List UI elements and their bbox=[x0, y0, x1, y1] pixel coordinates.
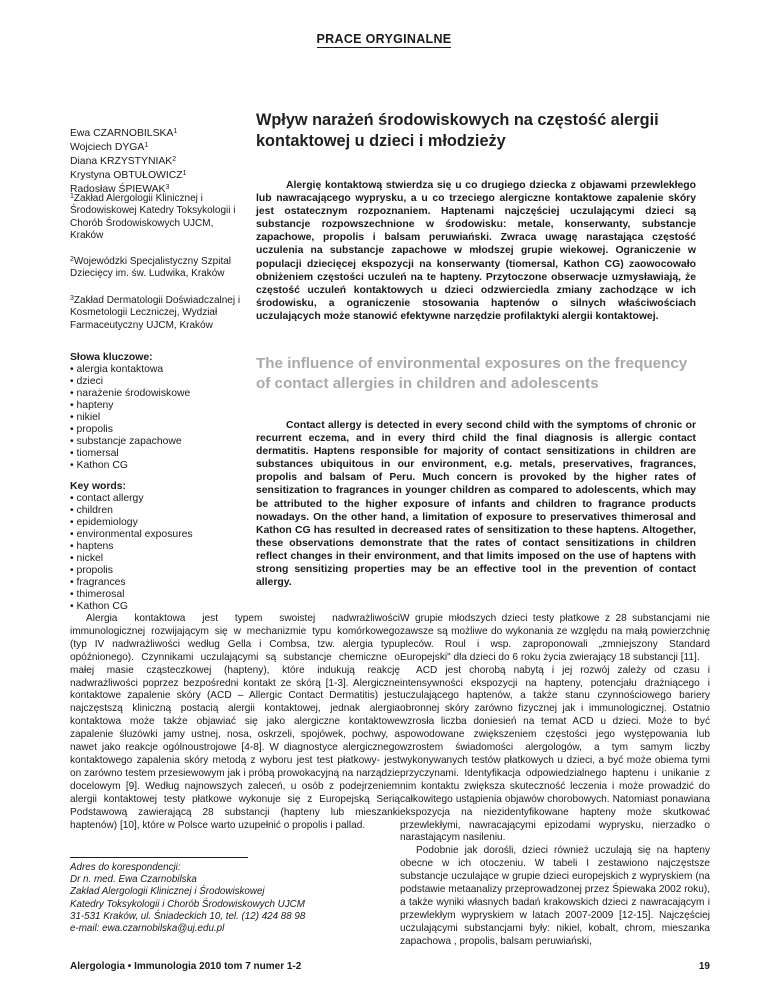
keyword: • nickel bbox=[70, 553, 104, 564]
keyword: • children bbox=[70, 505, 113, 516]
affiliation: $^1$Zakład Alergologii Klinicznej i Środowiskowej Katedry Toksykologii i Chorób Środowiskowych UJCM, Kraków bbox=[70, 193, 236, 241]
affiliation: $^3$Zakład Dermatologii Doświadczalnej i Kosmetologii Leczniczej, Wydział Farmaceutyczny UJCM, Kraków bbox=[70, 295, 241, 331]
keywords-pl-title: Słowa kluczowe: bbox=[70, 352, 153, 363]
body-paragraph: Podobnie jak dorośli, dzieci również uczulają się na hapteny obecne w ich otoczeniu. W tabeli I zestawiono najczęstsze substancje uczulające w grupie dzieci europejskich z wypryskiem (na podstawie metaanalizy przeprowadzonej przez Śpiewaka 2002 roku), a także wyniki własnych badań krakowskich dzieci z nawracającym i przewlekłym wypryskiem w latach 2007-2009 [12-15]. Najczęściej uczulającymi substancjami były: nikiel, kobalt, chrom, mieszanka zapachowa , propolis, balsam peruwiański, bbox=[400, 845, 710, 947]
body-paragraph: W grupie młodszych dzieci testy płatkowe z 28 substancjami nie zawsze są możliwe do wykonania ze względu na małą powierzchnię pleców. Roul i wsp. zaproponowali „zmniejszony Standard Europejski" dla dzieci do 6 roku życia zwierający 18 substancji [11]. bbox=[400, 613, 710, 663]
keyword: • hapteny bbox=[70, 400, 114, 411]
body-paragraph: Alergia kontaktowa jest typem swoistej nadwrażliwości immunologicznej rozwijającym się w mechanizmie typu komórkowego (typ IV nadwrażliwości według Gella i Combsa, tzw. alergia typu opóźnionego). Czynnikami uczulającymi są substancje chemiczne o małej masie cząsteczkowej (hapteny), które indukują reakcję nadwrażliwości poprzez bezpośredni kontakt ze skórą [1-3]. Alergiczne kontaktowe zapalenie skóry (ACD – Allergic Contact Dermatitis) jest najczęstszą kliniczną postacią alergii kontaktowej, jednak alergia kontaktowa może także objawiać się jako alergiczne kontaktowe zapalenie śluzówki jamy ustnej, nosa, oskrzeli, spojówek, pochwy, a nawet jako reakcje ogólnoustrojowe [4-8]. W diagnostyce alergicznego kontaktowego zapalenia skóry metodą z wyboru jest test płatkowy- jest on zarówno testem przesiewowym jak i próbą prowokacyjną na narządzie docelowym [9]. Według najnowszych zaleceń, u osób z podejrzeniem alergii kontaktowej testy płatkowe wykonuje się z Europejską Serią Podstawową zawierającą 28 substancji (hapteny lub mieszanki haptenów) [10], które w Polsce warto uzupełnić o propolis i pallad. bbox=[70, 613, 400, 831]
keyword: • fragrances bbox=[70, 577, 126, 588]
author: Diana KRZYSTYNIAK$^2$ bbox=[70, 156, 177, 167]
keyword: • alergia kontaktowa bbox=[70, 364, 164, 375]
abstract-pl: Alergię kontaktową stwierdza się u co drugiego dziecka z objawami przewlekłego lub nawracającego wyprysku, a u co trzeciego alergiczne kontaktowe zapalenie skóry jest ostatecznym rozpoznaniem. Haptenami najczęściej uczulającymi dzieci są substancje rozpowszechnione w środowisku: metale, konserwanty, substancje zapachowe, propolis i balsam peruwiański. Zwraca uwagę narastająca częstość uczulenia na substancje zapachowe w młodszej grupie wiekowej. Ograniczenie w populacji dziecięcej ekspozycji na konserwanty (tiomersal, Kathon CG) zaowocowało obniżeniem częstości uczuleń na te hapteny. Przytoczone obserwacje uzmysławiają, że częstość uczuleń kontaktowych u dzieci odzwierciedla zmiany zachodzące w ich środowisku, a ograniczenie stosowania haptenów o silnych właściwościach uczulających może stanowić efektywne narzędzie profilaktyki alergii kontaktowej. bbox=[256, 180, 696, 322]
keyword: • propolis bbox=[70, 424, 113, 435]
author: Wojciech DYGA$^1$ bbox=[70, 142, 149, 153]
keyword: • Kathon CG bbox=[70, 460, 128, 471]
section-header bbox=[0, 32, 768, 46]
keywords-en-title: Key words: bbox=[70, 481, 127, 492]
author: Krystyna OBTUŁOWICZ$^1$ bbox=[70, 170, 187, 181]
keyword: • dzieci bbox=[70, 376, 104, 387]
journal-footer: Alergologia • Immunologia 2010 tom 7 numer 1-2 bbox=[70, 961, 302, 972]
keyword: • thimerosal bbox=[70, 589, 125, 600]
keyword: • tiomersal bbox=[70, 448, 119, 459]
keyword: • narażenie środowiskowe bbox=[70, 388, 191, 399]
section-title: PRACE ORYGINALNE bbox=[316, 32, 452, 46]
keyword: • propolis bbox=[70, 565, 113, 576]
correspondence: Adres do korespondencji: Dr n. med. Ewa Czarnobilska Zakład Alergologii Klinicznej i Środowiskowej Katedry Toksykologii i Chorób Środowiskowych UJCM 31-531 Kraków, ul. Śniadeckich 10, tel. (12) 424 88 98 e-mail: ewa.czarnobilska@uj.edu.pl bbox=[70, 862, 306, 935]
body-paragraph: ACD jest chorobą nabytą i jej rozwój zależy od czasu i intensywności ekspozycji na hapteny, potencjału drażniącego i uczulającego haptenów, a także stanu czynnościowego bariery obronnej skóry zarówno fizycznej jak i immunologicznej. Ostatnio wzrosła liczba doniesień na temat ACD u dzieci. Może to być spowodowane zwiększeniem częstości jego występowania lub wzrostem świadomości alergologów, a tym samym liczby wykonywanych testów płatkowych u dzieci, a być może obiema tymi przyczynami. Identyfikacja odpowiedzialnego haptenu i unikanie z nim kontaktu zwiększa skuteczność leczenia i może prowadzić do całkowitego ustąpienia objawów chorobowych. Natomiast ponawiana ekspozycja na niezidentyfikowane hapteny może skutkować przewlekłymi, nawracającymi epizodami wyprysku, nierzadko o narastającym nasileniu. bbox=[400, 664, 710, 844]
keywords-en bbox=[70, 481, 245, 613]
article-title-en: The influence of environmental exposures on the frequency of contact allergies in children and adolescents bbox=[256, 355, 688, 392]
keyword: • nikiel bbox=[70, 412, 101, 423]
keyword: • substancje zapachowe bbox=[70, 436, 182, 447]
page-number: 19 bbox=[698, 961, 710, 972]
body-column-right bbox=[400, 613, 710, 949]
body-column-left bbox=[70, 613, 400, 832]
keyword: • epidemiology bbox=[70, 517, 138, 528]
keywords-pl bbox=[70, 352, 245, 472]
affiliation: $^2$Wojewódzki Specjalistyczny Szpital Dziecięcy im. św. Ludwika, Kraków bbox=[70, 256, 232, 280]
author: Radosław ŚPIEWAK$^3$ bbox=[70, 184, 170, 195]
keyword: • environmental exposures bbox=[70, 529, 193, 540]
correspondence-divider bbox=[70, 857, 248, 858]
keyword: • haptens bbox=[70, 541, 114, 552]
keyword: • Kathon CG bbox=[70, 601, 128, 612]
author-list bbox=[70, 126, 245, 196]
author: Ewa CZARNOBILSKA$^1$ bbox=[70, 128, 178, 139]
abstract-en: Contact allergy is detected in every second child with the symptoms of chronic or recurrent eczema, and in every third child the final diagnosis is allergic contact dermatitis. Haptens responsible for majority of contact sensitizations in children are substances ubiquitous in our environment, e.g. metals, preservatives, fragrances, propolis and balsam of Peru. Much concern is provoked by the higher rates of sensitization to fragrances in younger children as compared to adolescents, which may be attributed to the higher exposure of infants and children to fragrance products nowadays. On the other hand, a limitation of exposure to preservatives thimerosal and Kathon CG has resulted in decreased rates of sensitization to these haptens. Altogether, these observations demonstrate that the rates of contact sensitizations in children reflect changes in their environment, and that limits imposed on the use of haptens with strong sensitizing properties may be an effective tool in the prevention of contact allergy. bbox=[256, 420, 696, 589]
keyword: • contact allergy bbox=[70, 493, 144, 504]
article-title-pl: Wpływ narażeń środowiskowych na częstość alergii kontaktowej u dzieci i młodzieży bbox=[256, 111, 659, 150]
